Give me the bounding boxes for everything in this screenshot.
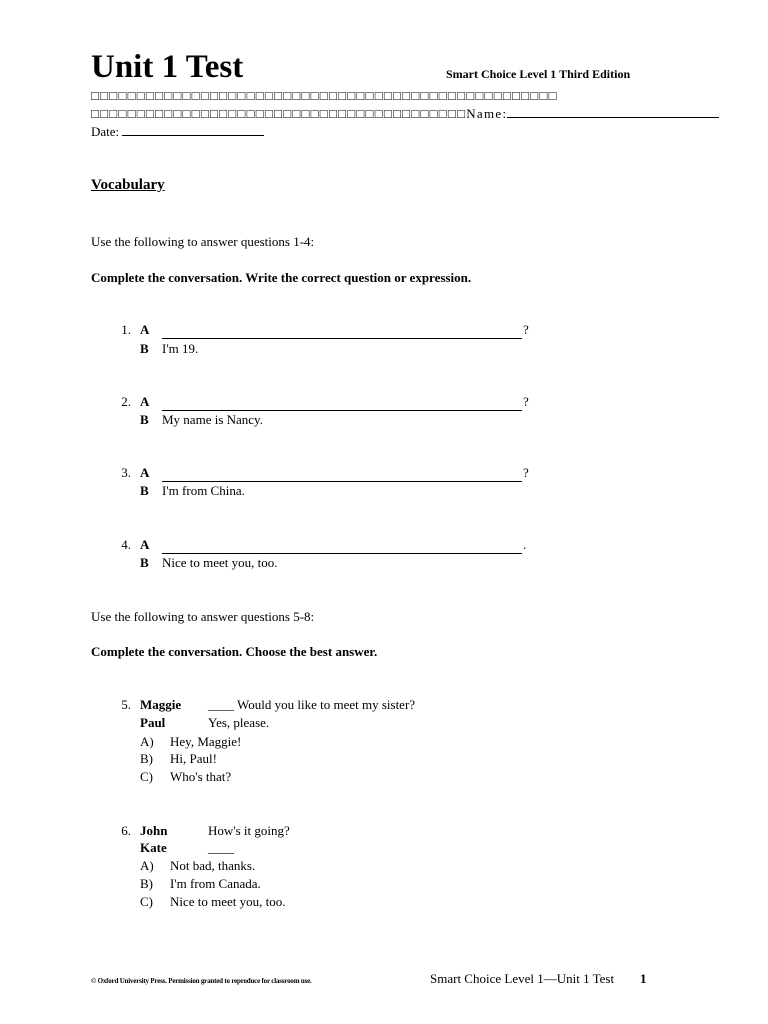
missing-glyph-row-2-text: □□□□□□□□□□□□□□□□□□□□□□□□□□□□□□□□□□□□□□□□□ bbox=[91, 106, 467, 121]
blank-end-mark: ? bbox=[523, 465, 529, 480]
date-blank[interactable] bbox=[122, 124, 264, 136]
option-letter: C) bbox=[140, 769, 153, 784]
question-number: 4. bbox=[121, 537, 131, 552]
blank-end-mark: ? bbox=[523, 322, 529, 337]
option-a[interactable]: Not bad, thanks. bbox=[170, 858, 256, 873]
speaker-b: B bbox=[140, 483, 149, 498]
date-label: Date: bbox=[91, 124, 120, 139]
option-a[interactable]: Hey, Maggie! bbox=[170, 734, 242, 749]
speaker-1: John bbox=[140, 823, 168, 838]
speaker-b-line: I'm 19. bbox=[162, 341, 199, 356]
footer-course: Smart Choice Level 1—Unit 1 Test bbox=[430, 971, 615, 986]
page-number: 1 bbox=[640, 971, 647, 986]
answer-blank[interactable] bbox=[162, 409, 522, 411]
option-letter: C) bbox=[140, 894, 153, 909]
edition-subtitle: Smart Choice Level 1 Third Edition bbox=[446, 67, 631, 81]
speaker-b-line: I'm from China. bbox=[162, 483, 245, 498]
part2-intro: Use the following to answer questions 5-8: bbox=[91, 609, 315, 624]
speaker-1-line: How's it going? bbox=[208, 823, 290, 838]
name-label: Name: bbox=[466, 106, 508, 121]
option-letter: B) bbox=[140, 751, 153, 766]
part1-intro: Use the following to answer questions 1-4: bbox=[91, 234, 315, 249]
speaker-b-line: My name is Nancy. bbox=[162, 412, 263, 427]
speaker-2-line: Yes, please. bbox=[208, 715, 270, 730]
speaker-b: B bbox=[140, 555, 149, 570]
speaker-2: Kate bbox=[140, 840, 167, 855]
speaker-2-line: ____ bbox=[208, 840, 234, 855]
speaker-2: Paul bbox=[140, 715, 166, 730]
speaker-a: A bbox=[140, 537, 150, 552]
blank-end-mark: . bbox=[523, 537, 527, 552]
option-letter: A) bbox=[140, 734, 154, 749]
missing-glyph-row-1: □□□□□□□□□□□□□□□□□□□□□□□□□□□□□□□□□□□□□□□□□□□□□□□□□□□ bbox=[91, 88, 558, 103]
speaker-1-line: ____ Would you like to meet my sister? bbox=[208, 697, 416, 712]
name-blank[interactable] bbox=[507, 106, 719, 118]
answer-blank[interactable] bbox=[162, 337, 522, 339]
option-c[interactable]: Nice to meet you, too. bbox=[170, 894, 286, 909]
speaker-a: A bbox=[140, 394, 150, 409]
option-c[interactable]: Who's that? bbox=[170, 769, 232, 784]
part2-instruction: Complete the conversation. Choose the best answer. bbox=[91, 644, 378, 659]
speaker-b-line: Nice to meet you, too. bbox=[162, 555, 278, 570]
missing-glyph-row-2 bbox=[91, 106, 719, 122]
question-number: 5. bbox=[121, 697, 131, 712]
date-row bbox=[91, 124, 264, 140]
speaker-b: B bbox=[140, 341, 149, 356]
question-number: 1. bbox=[121, 322, 131, 337]
part1-instruction: Complete the conversation. Write the correct question or expression. bbox=[91, 270, 472, 285]
question-number: 6. bbox=[121, 823, 131, 838]
question-number: 3. bbox=[121, 465, 131, 480]
question-number: 2. bbox=[121, 394, 131, 409]
option-letter: B) bbox=[140, 876, 153, 891]
option-letter: A) bbox=[140, 858, 154, 873]
blank-end-mark: ? bbox=[523, 394, 529, 409]
page-title: Unit 1 Test bbox=[91, 49, 244, 85]
speaker-b: B bbox=[140, 412, 149, 427]
copyright-notice: © Oxford University Press. Permission granted to reproduce for classroom use. bbox=[91, 977, 312, 985]
speaker-1: Maggie bbox=[140, 697, 182, 712]
option-b[interactable]: I'm from Canada. bbox=[170, 876, 261, 891]
speaker-a: A bbox=[140, 465, 150, 480]
speaker-a: A bbox=[140, 322, 150, 337]
section-title: Vocabulary bbox=[91, 177, 165, 193]
answer-blank[interactable] bbox=[162, 480, 522, 482]
answer-blank[interactable] bbox=[162, 552, 522, 554]
option-b[interactable]: Hi, Paul! bbox=[170, 751, 217, 766]
